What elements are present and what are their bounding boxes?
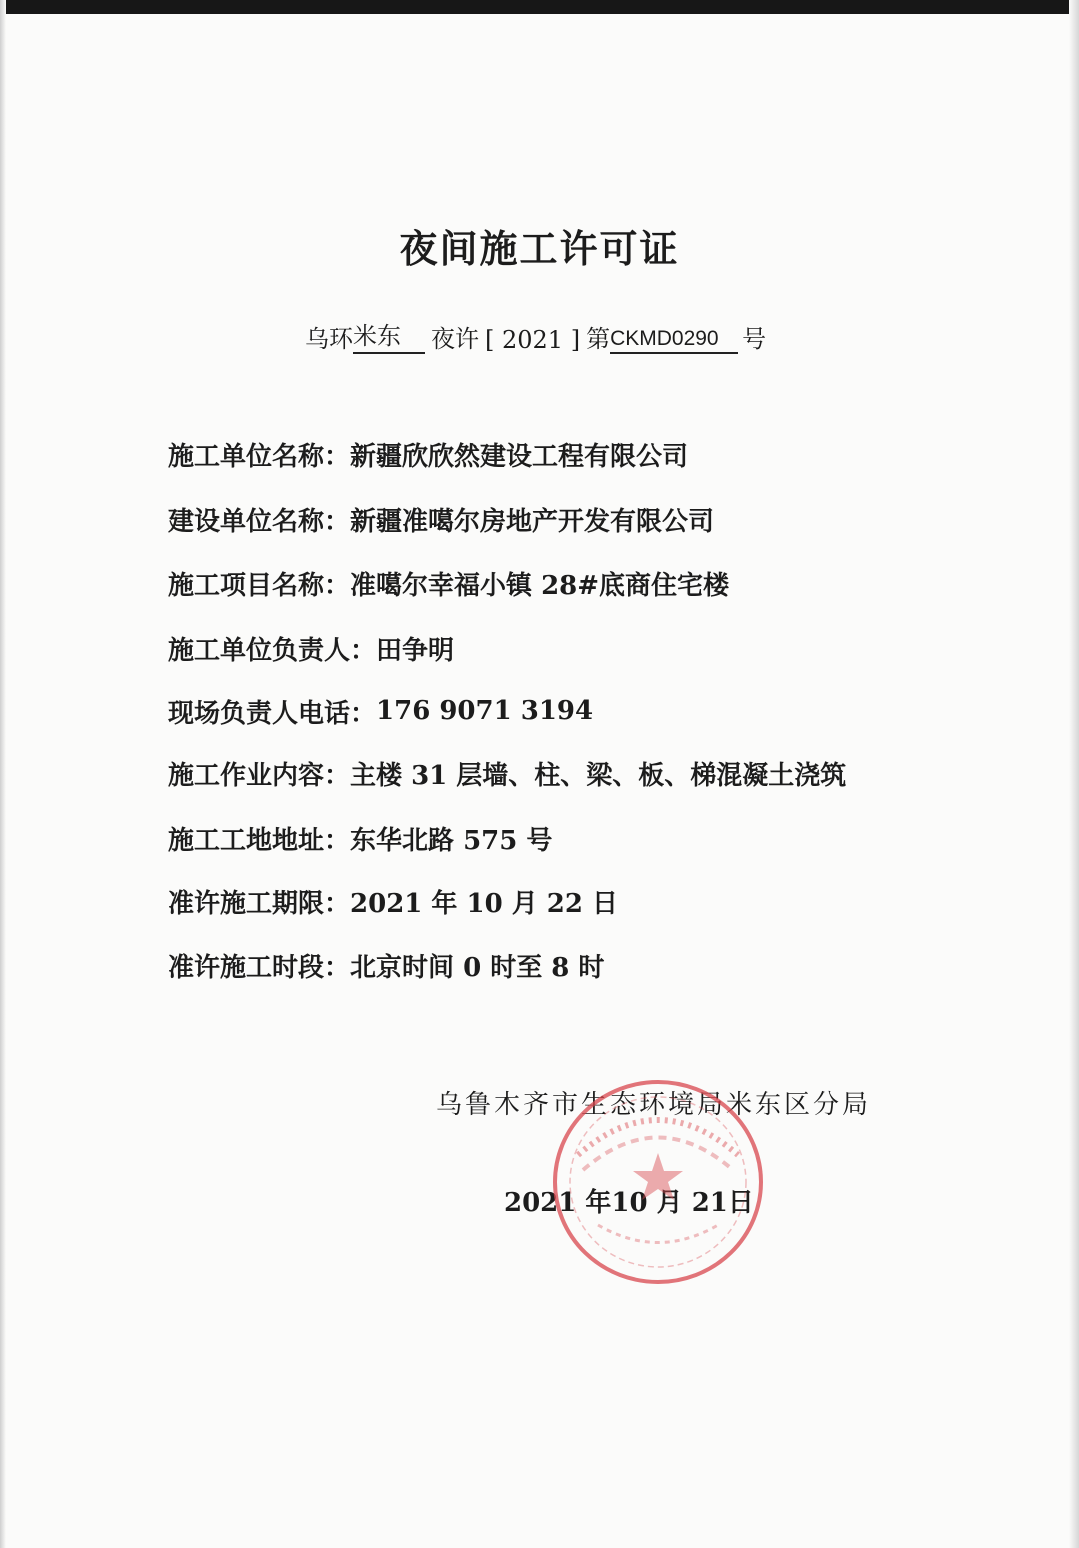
issuing-authority: 乌鲁木齐市生态环境局米东区分局	[436, 1090, 872, 1120]
field-value: 176 9071 3194	[376, 696, 594, 726]
field-value: 新疆欣欣然建设工程有限公司	[350, 441, 689, 472]
field-value: 准噶尔幸福小镇 28#底商住宅楼	[350, 570, 730, 601]
issue-date: 2021 年10 月 21日	[504, 1188, 754, 1218]
field-site-address	[168, 818, 552, 858]
field-value: 新疆准噶尔房地产开发有限公司	[350, 506, 715, 537]
field-site-phone	[168, 691, 593, 731]
field-value: 北京时间 0 时至 8 时	[350, 952, 605, 983]
doc-number-di: 第	[586, 325, 611, 353]
field-unit-manager	[168, 628, 454, 668]
doc-number-mid: 夜许	[431, 325, 479, 353]
document-number	[305, 318, 766, 354]
field-label: 施工单位名称：	[168, 441, 351, 472]
field-project-name	[168, 563, 729, 603]
field-construction-unit	[168, 434, 688, 474]
field-permitted-period	[168, 881, 618, 921]
field-label: 施工作业内容：	[168, 760, 351, 791]
field-value: 主楼 31 层墙、柱、梁、板、梯混凝土浇筑	[350, 760, 847, 791]
field-developer-unit	[168, 499, 714, 539]
field-value: 2021 年 10 月 22 日	[350, 888, 619, 919]
doc-number-year: [ 2021 ]	[485, 326, 581, 354]
field-permitted-hours	[168, 945, 604, 985]
field-label: 建设单位名称：	[168, 506, 351, 537]
field-label: 施工单位负责人：	[168, 635, 377, 666]
field-label: 准许施工期限：	[168, 888, 351, 919]
doc-number-district: 米东	[353, 316, 425, 354]
scan-top-edge	[0, 0, 1079, 14]
field-label: 施工工地地址：	[168, 825, 351, 856]
document-title: 夜间施工许可证	[399, 226, 680, 271]
field-work-content	[168, 753, 846, 793]
field-label: 施工项目名称：	[168, 570, 351, 601]
doc-number-prefix: 乌环	[305, 325, 353, 353]
doc-number-suffix: 号	[742, 325, 767, 353]
doc-number-serial: CKMD0290	[610, 327, 738, 354]
field-label: 现场负责人电话：	[168, 698, 377, 729]
field-value: 东华北路 575 号	[350, 825, 553, 856]
field-value: 田争明	[376, 635, 455, 666]
field-label: 准许施工时段：	[168, 952, 351, 983]
